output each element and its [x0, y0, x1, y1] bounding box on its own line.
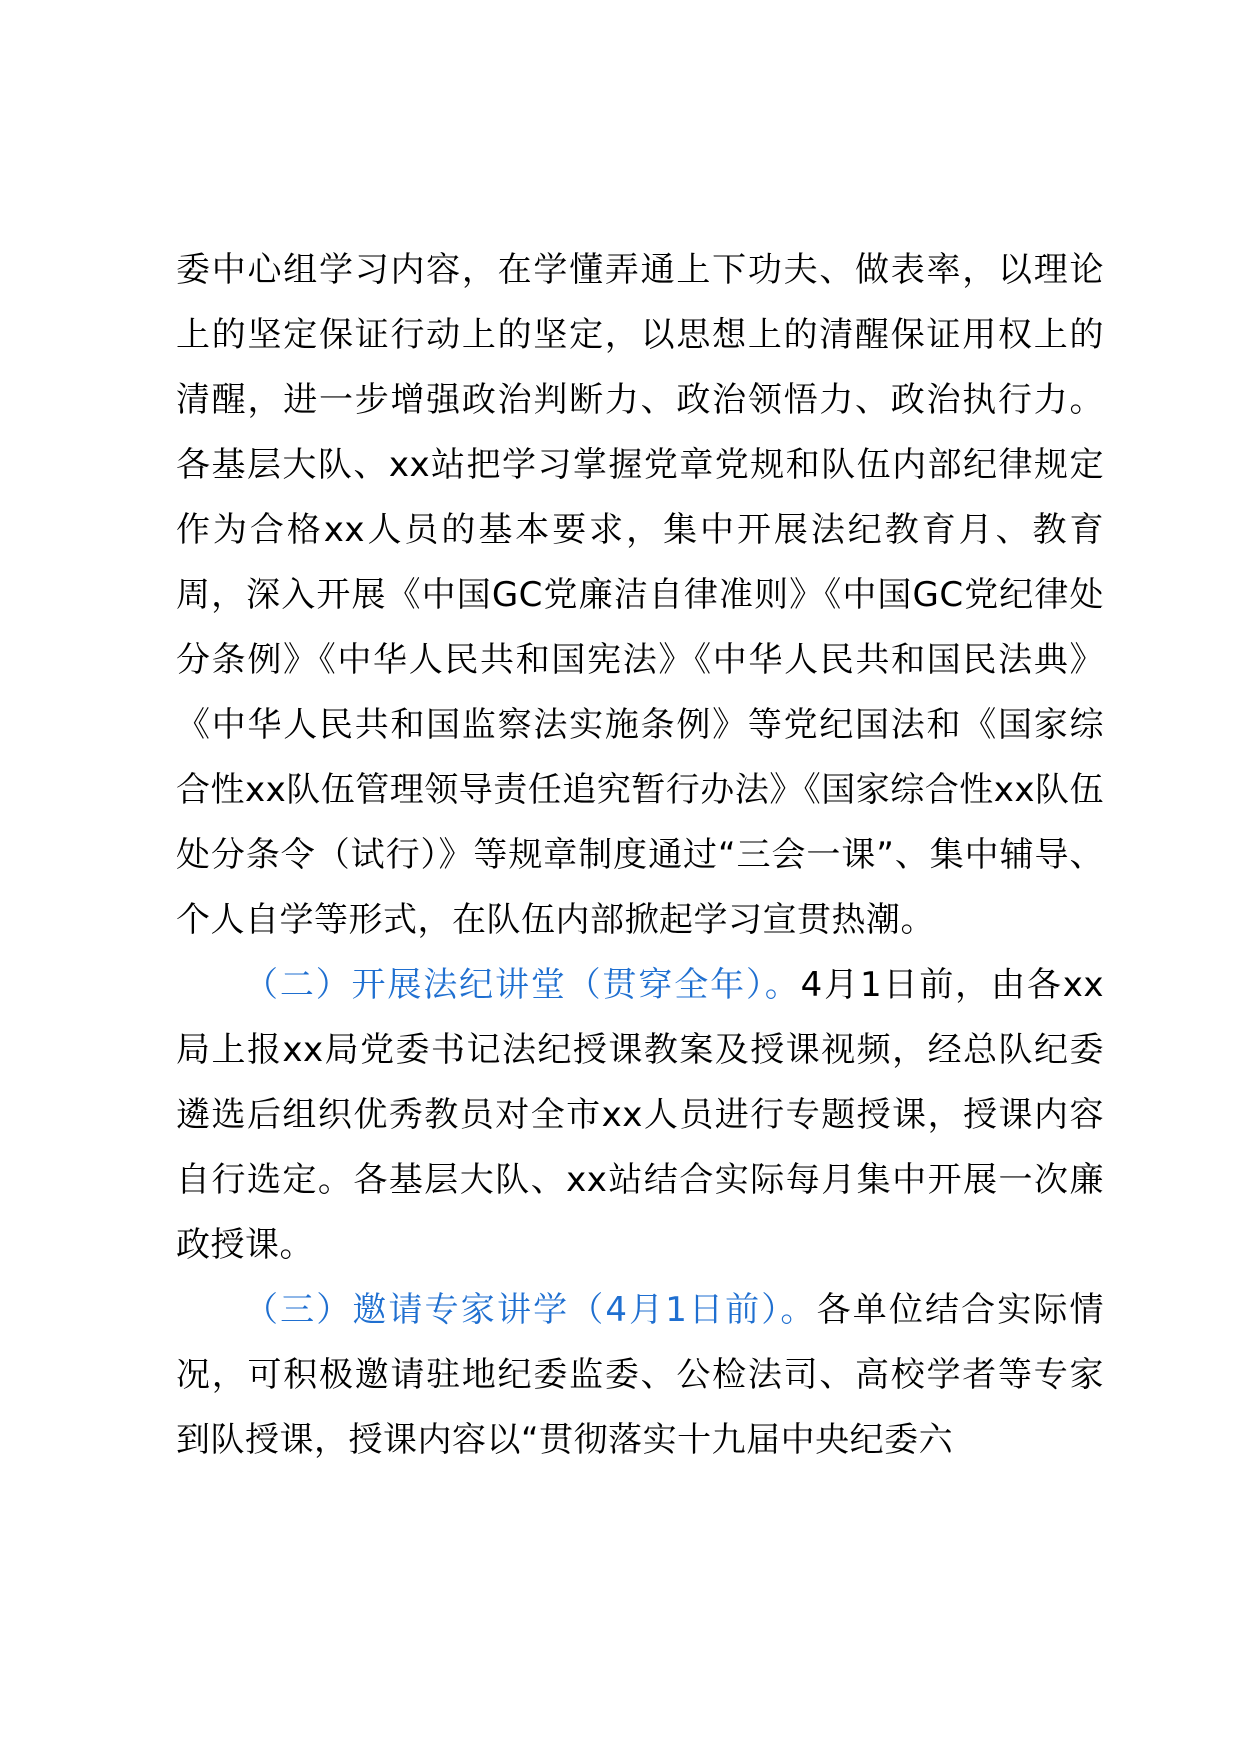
- paragraph-1: 委中心组学习内容，在学懂弄通上下功夫、做表率，以理论上的坚定保证行动上的坚定，以思想上的清醒保证用权上的清醒，进一步增强政治判断力、政治领悟力、政治执行力。各基层大队、xx站把学习掌握党章党规和队伍内部纪律规定作为合格xx人员的基本要求，集中开展法纪教育月、教育周，深入开展《中国GC党廉洁自律准则》《中国GC党纪律处分条例》《中华人民共和国宪法》《中华人民共和国民法典》《中华人民共和国监察法实施条例》等党纪国法和《国家综合性xx队伍管理领导责任追究暂行办法》《国家综合性xx队伍处分条令（试行）》等规章制度通过“三会一课”、集中辅导、个人自学等形式，在队伍内部掀起学习宣贯热潮。: [176, 250, 1104, 940]
- section-2-body: 4月1日前，由各xx局上报xx局党委书记法纪授课教案及授课视频，经总队纪委遴选后组织优秀教员对全市xx人员进行专题授课，授课内容自行选定。各基层大队、xx站结合实际每月集中开展一次廉政授课。: [176, 965, 1104, 1265]
- section-2-heading: （二）开展法纪讲堂（贯穿全年）。: [244, 965, 801, 1005]
- section-3-body: 各单位结合实际情况，可积极邀请驻地纪委监委、公检法司、高校学者等专家到队授课，授课内容以“贯彻落实十九届中央纪委六: [176, 1290, 1105, 1460]
- section-3-heading: （三）邀请专家讲学（4月1日前）。: [244, 1290, 817, 1330]
- section-2-paragraph: [176, 953, 1104, 1278]
- section-3-paragraph: [176, 1278, 1104, 1473]
- document-body: [176, 238, 1104, 1473]
